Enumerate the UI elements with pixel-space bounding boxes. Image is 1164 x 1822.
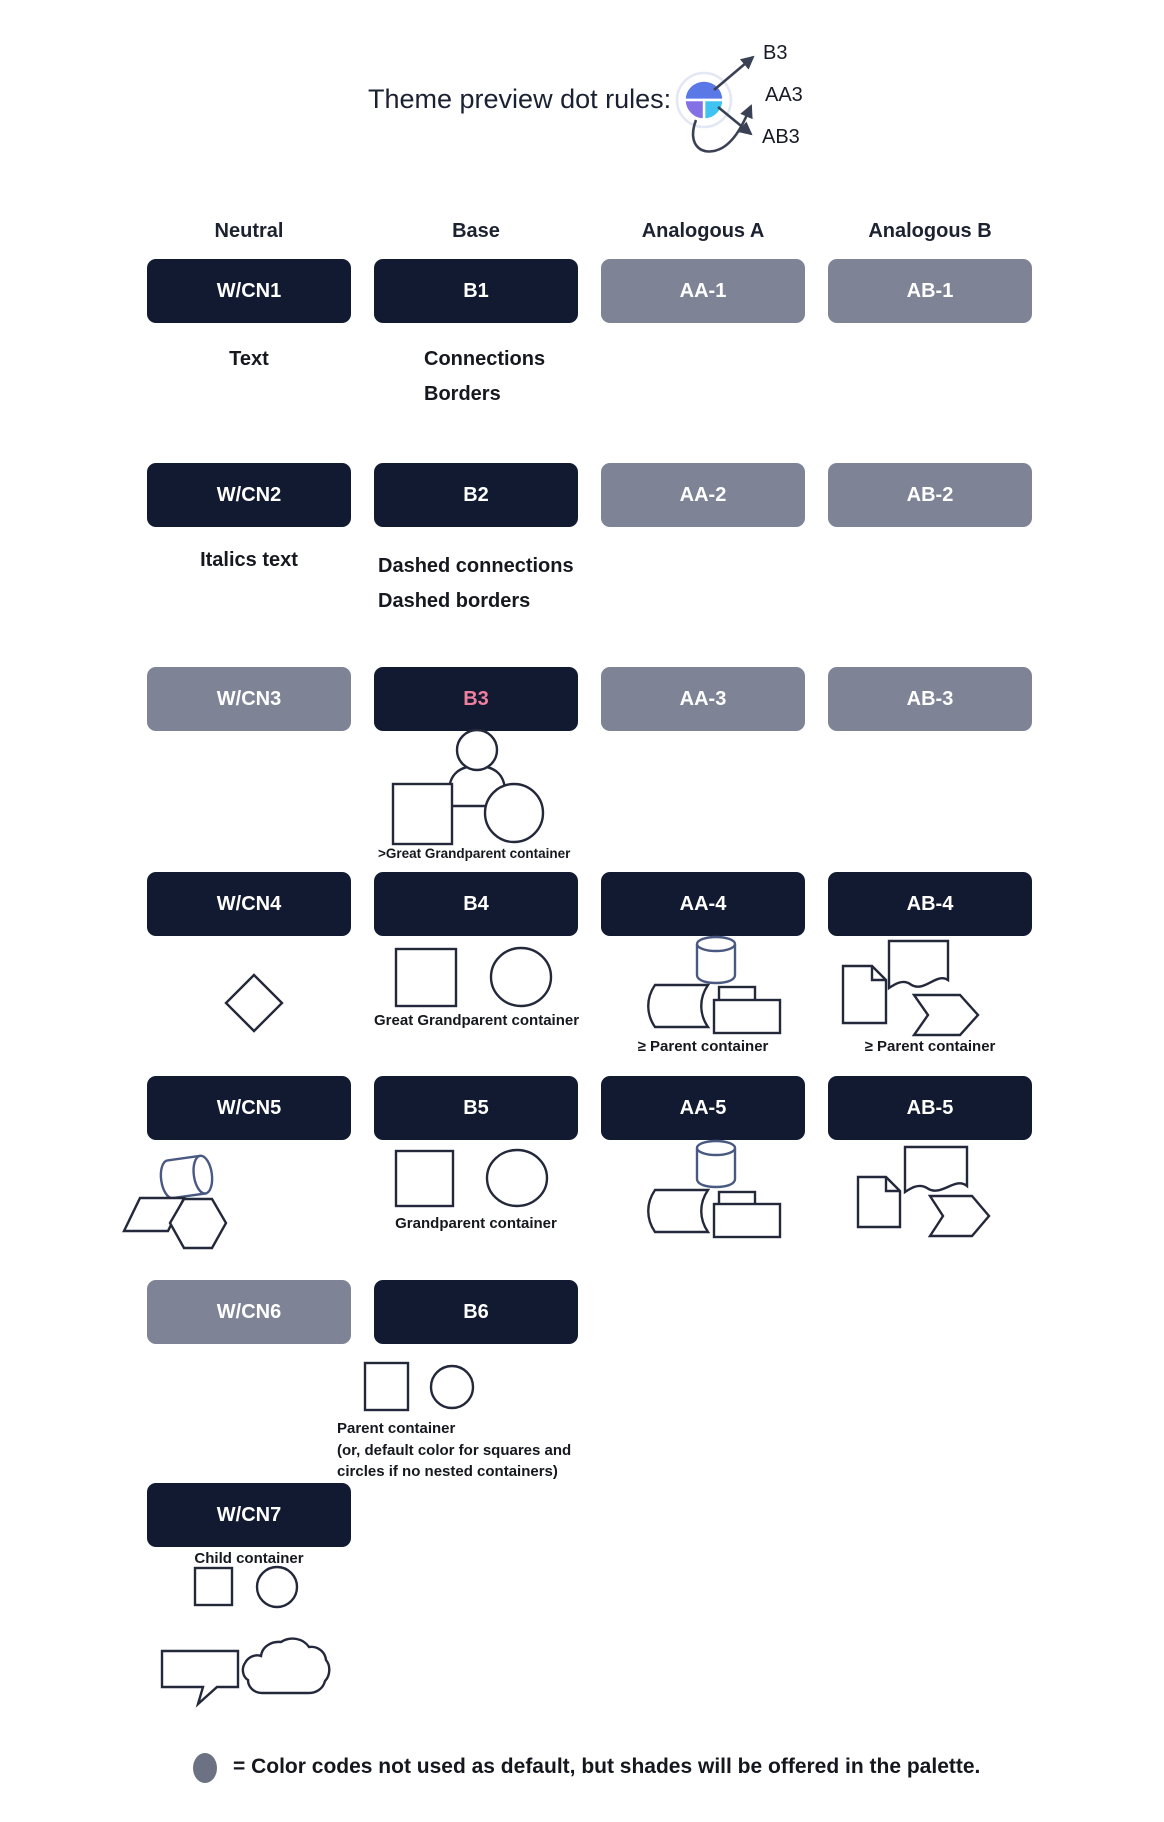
square-icon: [393, 784, 452, 844]
folder-tab-icon: [719, 987, 755, 1001]
b3-shape-cluster: [393, 730, 543, 844]
page-fold-icon: [886, 1177, 900, 1191]
person-head-icon: [457, 730, 497, 770]
swatch-wcn1: W/CN1: [147, 259, 351, 323]
legend-text: = Color codes not used as default, but shades will be offered in the palette.: [233, 1755, 981, 1778]
aa4-shape-cluster: [648, 937, 780, 1033]
circle-icon: [485, 784, 543, 842]
swatch-b1: B1: [374, 259, 578, 323]
annotation-b3label: >Great Grandparent container: [378, 846, 571, 861]
swatch-wcn4: W/CN4: [147, 872, 351, 936]
swatch-wcn7: W/CN7: [147, 1483, 351, 1547]
person-icon: [449, 766, 505, 806]
cn7-shape-cluster: [162, 1567, 329, 1704]
folder-icon: [714, 1204, 780, 1237]
annotation-text: Text: [229, 348, 269, 370]
arrow-to-ab3: [718, 107, 751, 134]
cylinder-icon: [697, 944, 735, 983]
swatch-b4: B4: [374, 872, 578, 936]
column-header-neutral: Neutral: [214, 220, 284, 242]
dot-target-label-aa3: AA3: [765, 84, 803, 106]
page-icon: [858, 1177, 900, 1227]
chevron-icon: [930, 1196, 989, 1236]
swatch-aa2: AA-2: [601, 463, 805, 527]
dot-target-label-b3: B3: [763, 42, 788, 64]
folder-tab-icon: [719, 1192, 755, 1205]
column-header-analogous-b: Analogous B: [868, 220, 992, 242]
swatch-aa4: AA-4: [601, 872, 805, 936]
page-icon: [843, 966, 886, 1023]
circle-icon: [487, 1150, 547, 1206]
swatch-b3: B3: [374, 667, 578, 731]
annotation-b5label: Grandparent container: [395, 1215, 557, 1232]
annotation-ab4label: ≥ Parent container: [864, 1038, 996, 1055]
swatch-ab4: AB-4: [828, 872, 1032, 936]
arrow-to-aa3: [693, 106, 751, 152]
diamond-icon: [226, 975, 282, 1031]
annotation-b4label: Great Grandparent container: [374, 1012, 580, 1029]
swatch-wcn5: W/CN5: [147, 1076, 351, 1140]
theme-preview-dot-icon: [677, 73, 731, 127]
swatch-aa1: AA-1: [601, 259, 805, 323]
annotation-dashed: Dashed connections Dashed borders: [378, 555, 574, 612]
cylinder-top-icon: [191, 1155, 214, 1195]
swatch-aa3: AA-3: [601, 667, 805, 731]
cylinder-top-icon: [697, 937, 735, 951]
parallelogram-icon: [124, 1198, 184, 1231]
swatch-wcn6: W/CN6: [147, 1280, 351, 1344]
swatch-b6: B6: [374, 1280, 578, 1344]
column-header-analogous-a: Analogous A: [641, 220, 765, 242]
square-icon: [396, 949, 456, 1006]
cylinder-icon: [697, 1148, 735, 1187]
page-title: Theme preview dot rules:: [368, 84, 672, 114]
folder-icon: [714, 1000, 780, 1033]
aa5-shape-cluster: [648, 1141, 780, 1237]
circle-icon: [431, 1366, 473, 1408]
wavy-document-icon: [889, 941, 948, 988]
annotation-italics: Italics text: [200, 549, 298, 571]
swatch-b5: B5: [374, 1076, 578, 1140]
dot-target-label-ab3: AB3: [762, 126, 800, 148]
arrow-to-b3: [714, 57, 753, 90]
cylinder-icon: [159, 1156, 206, 1199]
swatch-wcn3: W/CN3: [147, 667, 351, 731]
stored-data-icon: [648, 1190, 708, 1232]
chevron-icon: [914, 995, 978, 1035]
swatch-b2: B2: [374, 463, 578, 527]
speech-bubble-icon: [162, 1651, 238, 1704]
ab4-shape-cluster: [843, 941, 978, 1035]
cloud-icon: [243, 1639, 329, 1693]
cylinder-top-icon: [697, 1141, 735, 1155]
circle-icon: [491, 948, 551, 1006]
column-header-base: Base: [452, 220, 500, 242]
cn5-shape-cluster: [124, 1155, 226, 1248]
hexagon-icon: [170, 1199, 226, 1248]
ab5-shape-cluster: [858, 1147, 989, 1236]
annotation-b6label: Parent container (or, default color for squares and circles if no nested containers): [337, 1420, 572, 1480]
swatch-ab1: AB-1: [828, 259, 1032, 323]
swatch-wcn2: W/CN2: [147, 463, 351, 527]
wavy-document-icon: [905, 1147, 967, 1192]
swatch-aa5: AA-5: [601, 1076, 805, 1140]
square-icon: [365, 1363, 408, 1410]
swatch-ab3: AB-3: [828, 667, 1032, 731]
legend-dot-icon: [193, 1753, 217, 1783]
page-fold-icon: [872, 966, 886, 980]
annotation-aa4label: ≥ Parent container: [637, 1038, 769, 1055]
circle-icon: [257, 1567, 297, 1607]
annotation-cn7label: Child container: [194, 1550, 304, 1567]
stored-data-icon: [648, 985, 708, 1027]
square-icon: [396, 1151, 453, 1206]
swatch-ab5: AB-5: [828, 1076, 1032, 1140]
square-icon: [195, 1568, 232, 1605]
annotation-connections: Connections Borders: [424, 348, 546, 405]
swatch-ab2: AB-2: [828, 463, 1032, 527]
